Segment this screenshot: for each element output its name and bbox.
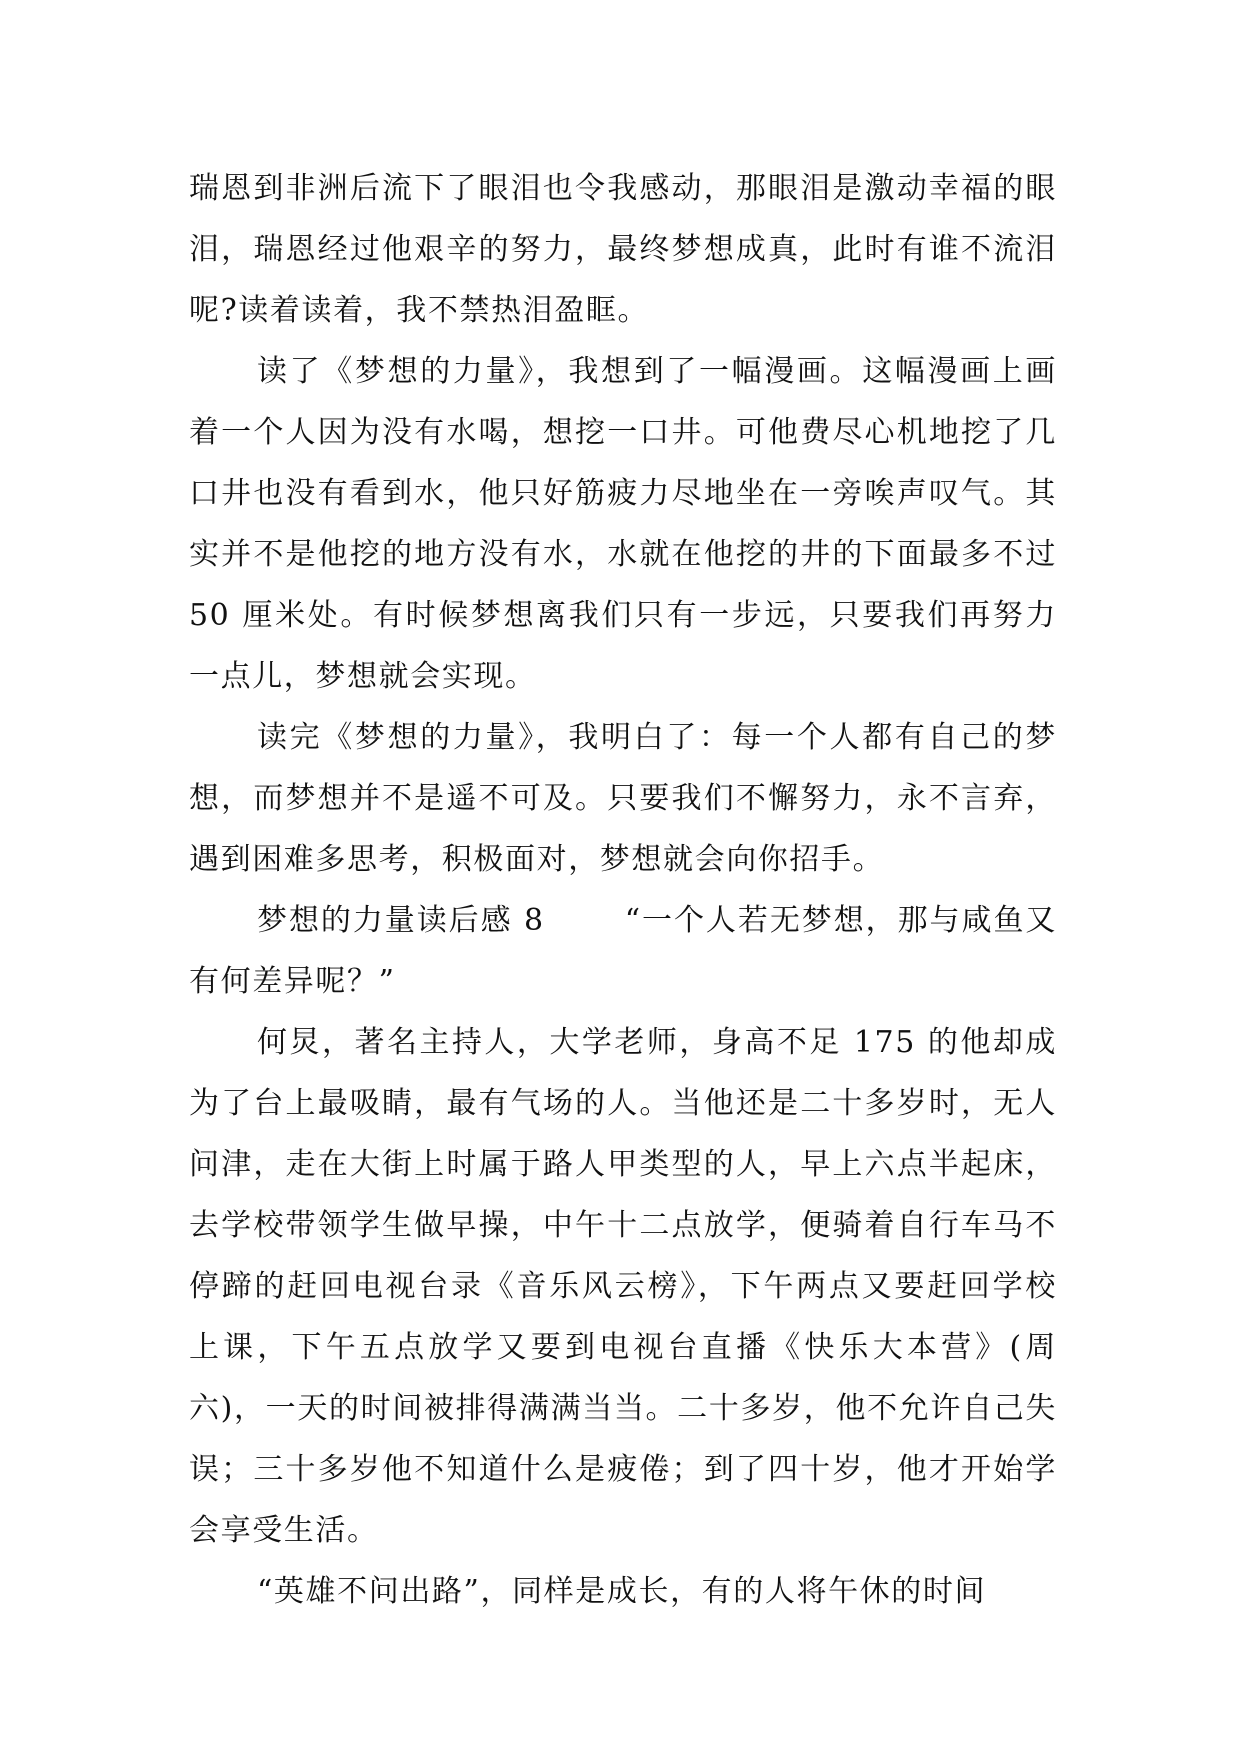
paragraph-2: 读了《梦想的力量》，我想到了一幅漫画。这幅漫画上画着一个人因为没有水喝，想挖一口井。可他费尽心机地挖了几口井也没有看到水，他只好筋疲力尽地坐在一旁唉声叹气。其实并不是他挖的地方没有水，水就在他挖的井的下面最多不过 50 厘米处。有时候梦想离我们只有一步远，只要我们再努力一点儿，梦想就会实现。 (189, 354, 1057, 694)
section-title: 梦想的力量读后感 8 (257, 903, 545, 938)
opening-quote: “一个人若无梦想，那与咸鱼又有何差异呢？” (189, 903, 1057, 999)
paragraph-5: “英雄不问出路”，同样是成长，有的人将午休的时间 (257, 1574, 987, 1609)
paragraph-3: 读完《梦想的力量》，我明白了：每一个人都有自己的梦想，而梦想并不是遥不可及。只要我们不懈努力，永不言弃，遇到困难多思考，积极面对，梦想就会向你招手。 (189, 720, 1057, 877)
paragraph-1: 瑞恩到非洲后流下了眼泪也令我感动，那眼泪是激动幸福的眼泪，瑞恩经过他艰辛的努力，最终梦想成真，此时有谁不流泪呢?读着读着，我不禁热泪盈眶。 (189, 171, 1057, 328)
document-page (189, 158, 1057, 1622)
section-heading-paragraph (189, 890, 1057, 1012)
paragraph-4: 何炅，著名主持人，大学老师，身高不足 175 的他却成为了台上最吸睛，最有气场的人。当他还是二十多岁时，无人问津，走在大街上时属于路人甲类型的人，早上六点半起床，去学校带领学生做早操，中午十二点放学，便骑着自行车马不停蹄的赶回电视台录《音乐风云榜》，下午两点又要赶回学校上课，下午五点放学又要到电视台直播《快乐大本营》(周六)，一天的时间被排得满满当当。二十多岁，他不允许自己失误；三十多岁他不知道什么是疲倦；到了四十岁，他才开始学会享受生活。 (189, 1025, 1057, 1548)
